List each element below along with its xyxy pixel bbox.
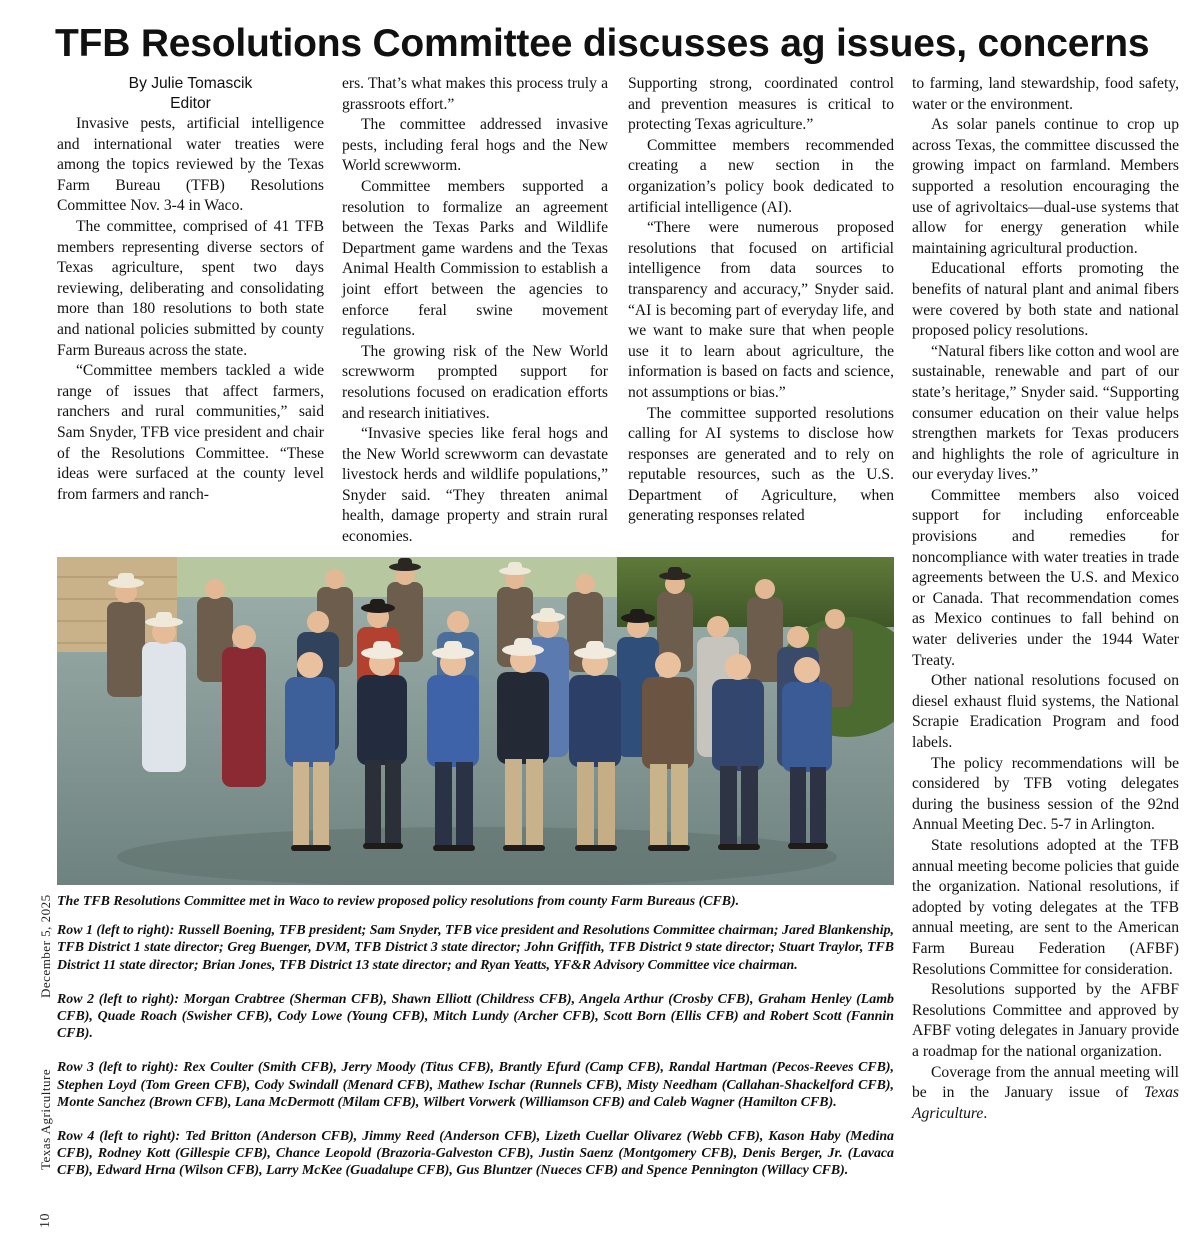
photo-caption: The TFB Resolutions Committee met in Waco to review proposed policy resolutions from county Farm Bureaus (CFB). — [57, 894, 740, 909]
byline-author: By Julie Tomascik — [128, 75, 253, 92]
paragraph: Other national resolutions focused on diesel exhaust fluid systems, the National Scrapie Eradication Program and food labels. — [912, 672, 1179, 751]
headline: TFB Resolutions Committee discusses ag issues, concerns — [55, 22, 1150, 65]
paragraph: Supporting strong, coordinated control and prevention measures is critical to protecting Texas agriculture.” — [628, 75, 894, 134]
paragraph: “Committee members tackled a wide range of issues that affect farmers, ranchers and rural communities,” said Sam Snyder, TFB vice president and chair of the Resolutions Committee. “These ideas were surfaced at the county level from farmers and ranch- — [57, 362, 324, 503]
closing-period: . — [983, 1104, 988, 1122]
paragraph: Committee members recommended creating a new section in the organization’s policy book dedicated to artificial intelligence (AI). — [628, 136, 894, 216]
folio-page-number: 10 — [38, 1213, 53, 1228]
paragraph: The committee addressed invasive pests, including feral hogs and the New World screwworm. — [342, 116, 608, 175]
paragraph: “Natural fibers like cotton and wool are sustainable, renewable and part of our state’s heritage,” Snyder said. “Supporting consumer education on their value helps strengthen markets for Texas producers and highlights the role of agriculture in our everyday lives.” — [912, 342, 1179, 484]
article-column-2 — [342, 74, 608, 548]
closing-text: Coverage from the annual meeting will be in the January issue of — [912, 1063, 1179, 1102]
paragraph: Educational efforts promoting the benefits of natural plant and animal fibers were covered by both state and national proposed policy resolutions. — [912, 260, 1179, 340]
group-photo — [57, 557, 894, 885]
folio-date: December 5, 2025 — [38, 894, 53, 998]
paragraph: Committee members supported a resolution to formalize an agreement between the Texas Parks and Wildlife Department game wardens and the Texas Animal Health Commission to establish a joint effort between the agencies to enforce feral swine movement regulations. — [342, 177, 608, 340]
publication-name: Texas Agriculture — [912, 1084, 1179, 1122]
paragraph: State resolutions adopted at the TFB annual meeting become policies that guide the organization. National resolutions, if adopted by voting delegates at the TFB annual meeting, are sent to the American Farm Bureau Federation (AFBF) Resolutions Committee for consideration. — [912, 836, 1179, 978]
paragraph: The growing risk of the New World screwworm prompted support for resolutions focused on eradication efforts and research initiatives. — [342, 342, 608, 422]
paragraph: The committee, comprised of 41 TFB members representing diverse sectors of Texas agriculture, spent two days reviewing, deliberating and consolidating more than 180 resolutions to both state and national policies submitted by county Farm Bureaus across the state. — [57, 217, 324, 359]
paragraph: to farming, land stewardship, food safety, water or the environment. — [912, 75, 1179, 113]
article-column-4 — [912, 74, 1179, 1124]
paragraph: “Invasive species like feral hogs and the New World screwworm can devastate livestock herds and wildlife populations,” Snyder said. “They threaten animal health, damage property and strain rural economies. — [342, 425, 608, 546]
paragraph: Resolutions supported by the AFBF Resolutions Committee and approved by AFBF voting delegates in January provide a roadmap for the national organization. — [912, 981, 1179, 1060]
byline-role: Editor — [170, 95, 211, 112]
photo-captions — [57, 893, 894, 1197]
article-column-1 — [57, 74, 324, 505]
closing-paragraph — [912, 1063, 1179, 1125]
caption-row-3: Row 3 (left to right): Rex Coulter (Smith CFB), Jerry Moody (Titus CFB), Brantly Efurd (Camp CFB), Randal Hartman (Pecos-Reeves CFB), Stephen Loyd (Tom Green CFB), Cody Swindall (Menard CFB), Mathew Ischar (Runnels CFB), Misty Needham (Callahan-Shackelford CFB), Monte Sanchez (Brown CFB), Lana McDermott (Milam CFB), Wilbert Vorwerk (Williamson CFB) and Caleb Wagner (Hamilton CFB). — [57, 1060, 894, 1110]
paragraph: The committee supported resolutions calling for AI systems to disclose how responses are generated and to rely on reputable resources, such as the U.S. Department of Agriculture, when generating responses related — [628, 404, 894, 525]
folio-publication: Texas Agriculture — [38, 1068, 53, 1170]
paragraph: The policy recommendations will be considered by TFB voting delegates during the business session of the 92nd Annual Meeting Dec. 5-7 in Arlington. — [912, 754, 1179, 834]
paragraph: “There were numerous proposed resolutions that focused on artificial intelligence from data sources to transparency and accuracy,” Snyder said. “AI is becoming part of everyday life, and we want to make sure that when people use it to learn about agriculture, the information is based on facts and science, not assumptions or bias.” — [628, 219, 894, 401]
paragraph: Committee members also voiced support for including enforceable provisions and remedies for noncompliance with water treaties in trade agreements between the U.S. and Mexico or Canada. That recommendation comes as Mexico continues to fall behind on water deliveries under the 1944 Water Treaty. — [912, 486, 1179, 669]
paragraph: As solar panels continue to crop up across Texas, the committee discussed the growing impact on farmland. Members supported a resolution encouraging the use of agrivoltaics—dual-use systems that allow for energy generation while maintaining agricultural production. — [912, 116, 1179, 257]
caption-row-1: Row 1 (left to right): Russell Boening, TFB president; Sam Snyder, TFB vice president and Resolutions Committee chairman; Jared Blankenship, TFB District 1 state director; Greg Buenger, DVM, TFB District 3 state director; John Griffith, TFB District 9 state director; Stuart Traylor, TFB District 11 state director; Brian Jones, TFB District 13 state director; and Ryan Yeatts, YF&R Advisory Committee vice chairman. — [57, 923, 894, 973]
paragraph: ers. That’s what makes this process truly a grassroots effort.” — [342, 75, 608, 113]
caption-row-4: Row 4 (left to right): Ted Britton (Anderson CFB), Jimmy Reed (Anderson CFB), Lizeth Cuellar Olivarez (Webb CFB), Kason Haby (Medina CFB), Rodney Kott (Gillespie CFB), Chance Leopold (Brazoria-Galveston CFB), Justin Saenz (Montgomery CFB), Denis Berger, Jr. (Lavaca CFB), Edward Hrna (Wilson CFB), Larry McKee (Guadalupe CFB), Gus Bluntzer (Nueces CFB) and Spence Pennington (Willacy CFB). — [57, 1129, 894, 1179]
caption-row-2: Row 2 (left to right): Morgan Crabtree (Sherman CFB), Shawn Elliott (Childress CFB), Angela Arthur (Crosby CFB), Graham Henley (Lamb CFB), Quade Roach (Swisher CFB), Cody Lowe (Young CFB), Mitch Lundy (Archer CFB), Scott Born (Ellis CFB) and Robert Scott (Fannin CFB). — [57, 991, 894, 1042]
article-column-3 — [628, 74, 894, 527]
paragraph: Invasive pests, artificial intelligence and international water treaties were among the topics reviewed by the Texas Farm Bureau (TFB) Resolutions Committee Nov. 3-4 in Waco. — [57, 115, 324, 215]
